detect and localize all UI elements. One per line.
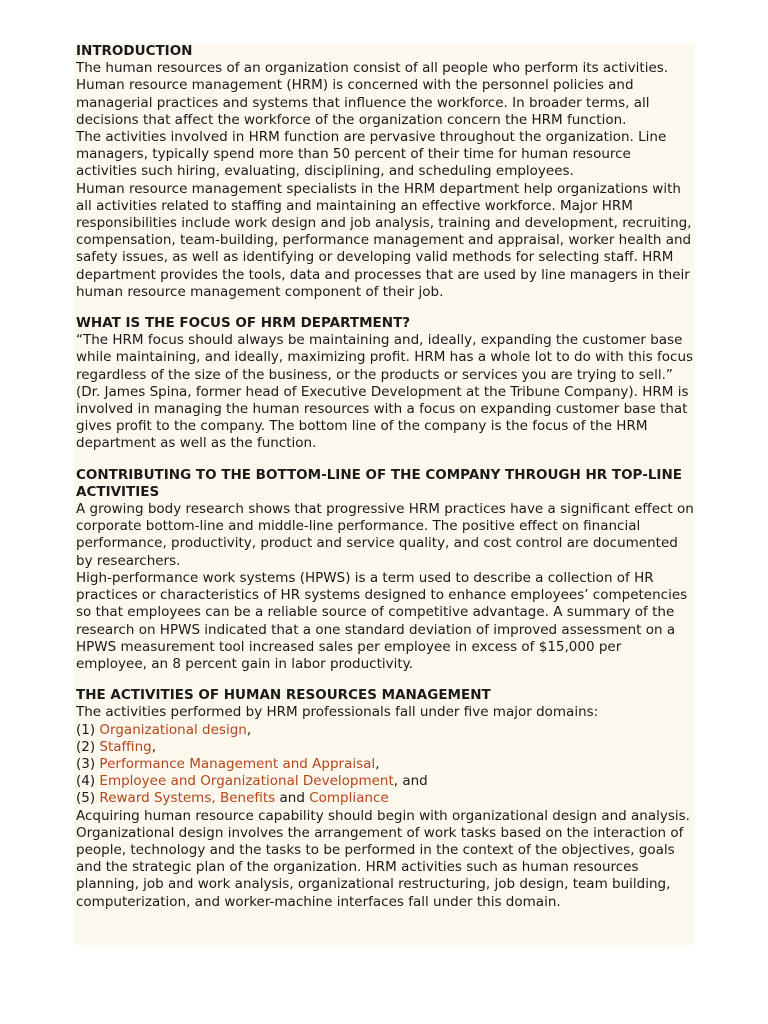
domain-link-reward-systems[interactable]: Reward Systems, Benefits — [99, 790, 276, 807]
domain-separator: , — [246, 721, 252, 738]
section-heading: INTRODUCTION — [76, 43, 193, 59]
domain-list-item — [76, 756, 695, 773]
domain-number: (3) — [76, 755, 100, 772]
paragraph: Acquiring human resource capability should begin with organizational design and analysis. Organizational design involves the arrangement of work tasks based on the interaction of people, technology and the tasks to be performed in the context of the objectives, goals and the strategic plan of the organization. HRM activities such as human resources planning, job and work analysis, organizational restructuring, job design, team building, computerization, and worker-machine interfaces fall under this domain. — [76, 807, 690, 910]
domain-link-organizational-design[interactable]: Organizational design — [99, 721, 247, 738]
paragraph: The activities involved in HRM function are pervasive throughout the organization. Line managers, typically spend more than 50 percent of their time for human resource activities such hiring, evaluating, disciplining, and scheduling employees. — [76, 129, 667, 180]
domain-number: (4) — [76, 773, 100, 790]
paragraph: A growing body research shows that progressive HRM practices have a significant effect on corporate bottom-line and middle-line performance. The positive effect on financial performance, productivity, product and service quality, and cost control are documented by researchers. — [76, 501, 694, 569]
domain-link-employee-development[interactable]: Employee and Organizational Development — [99, 773, 394, 790]
domain-link-compliance[interactable]: Compliance — [309, 790, 389, 807]
domain-link-staffing[interactable]: Staffing — [99, 738, 152, 755]
domain-link-performance-management[interactable]: Performance Management and Appraisal — [99, 755, 376, 772]
paragraph: Human resource management (HRM) is concerned with the personnel policies and managerial practices and systems that influence the workforce. In broader terms, all decisions that affect the workforce of the organization concern the HRM function. — [76, 77, 650, 128]
paragraph: The activities performed by HRM professionals fall under five major domains: — [76, 704, 599, 721]
domain-list-item — [76, 739, 695, 756]
domain-separator: , and — [393, 773, 428, 790]
domain-separator: , — [151, 738, 157, 755]
domain-list-item — [76, 722, 695, 739]
domain-list-item — [76, 773, 695, 790]
section-heading: WHAT IS THE FOCUS OF HRM DEPARTMENT? — [76, 315, 411, 332]
domain-number: (1) — [76, 721, 100, 738]
domain-separator: and — [275, 790, 310, 807]
section-focus — [76, 315, 695, 453]
section-heading: THE ACTIVITIES OF HUMAN RESOURCES MANAGEMENT — [76, 687, 491, 704]
domain-number: (2) — [76, 738, 100, 755]
paragraph: The human resources of an organization consist of all people who perform its activities. — [76, 60, 669, 77]
paragraph: High-performance work systems (HPWS) is a term used to describe a collection of HR practices or characteristics of HR systems designed to enhance employees’ competencies so that employees can be a reliable source of competitive advantage. A summary of the research on HPWS indicated that a one standard deviation of improved assessment on a HPWS measurement tool increased sales per employee in excess of $15,000 per employee, an 8 percent gain in labor productivity. — [76, 569, 688, 672]
domain-number: (5) — [76, 790, 100, 807]
paragraph: Human resource management specialists in the HRM department help organizations with all activities related to staffing and maintaining an effective workforce. Major HRM responsibilities include work design and job analysis, training and development, recruiting, compensation, team-building, performance management and appraisal, worker health and safety issues, as well as identifying or developing valid methods for selecting staff. HRM department provides the tools, data and processes that are used by line managers in their human resource management component of their job. — [76, 180, 692, 300]
section-activities — [76, 687, 695, 911]
document-page — [74, 43, 695, 945]
section-heading: CONTRIBUTING TO THE BOTTOM-LINE OF THE COMPANY THROUGH HR TOP-LINE ACTIVITIES — [76, 466, 682, 500]
section-bottom-line — [76, 467, 695, 673]
paragraph: “The HRM focus should always be maintaining and, ideally, expanding the customer base while maintaining, and ideally, maximizing profit. HRM has a whole lot to do with this focus regardless of the size of the business, or the products or services you are trying to sell.” (Dr. James Spina, former head of Executive Development at the Tribune Company). HRM is involved in managing the human resources with a focus on expanding customer base that gives profit to the company. The bottom line of the company is the focus of the HRM department as well as the function. — [76, 332, 694, 452]
section-introduction — [76, 43, 695, 301]
domain-separator: , — [375, 755, 380, 772]
domain-list-item — [76, 790, 695, 807]
